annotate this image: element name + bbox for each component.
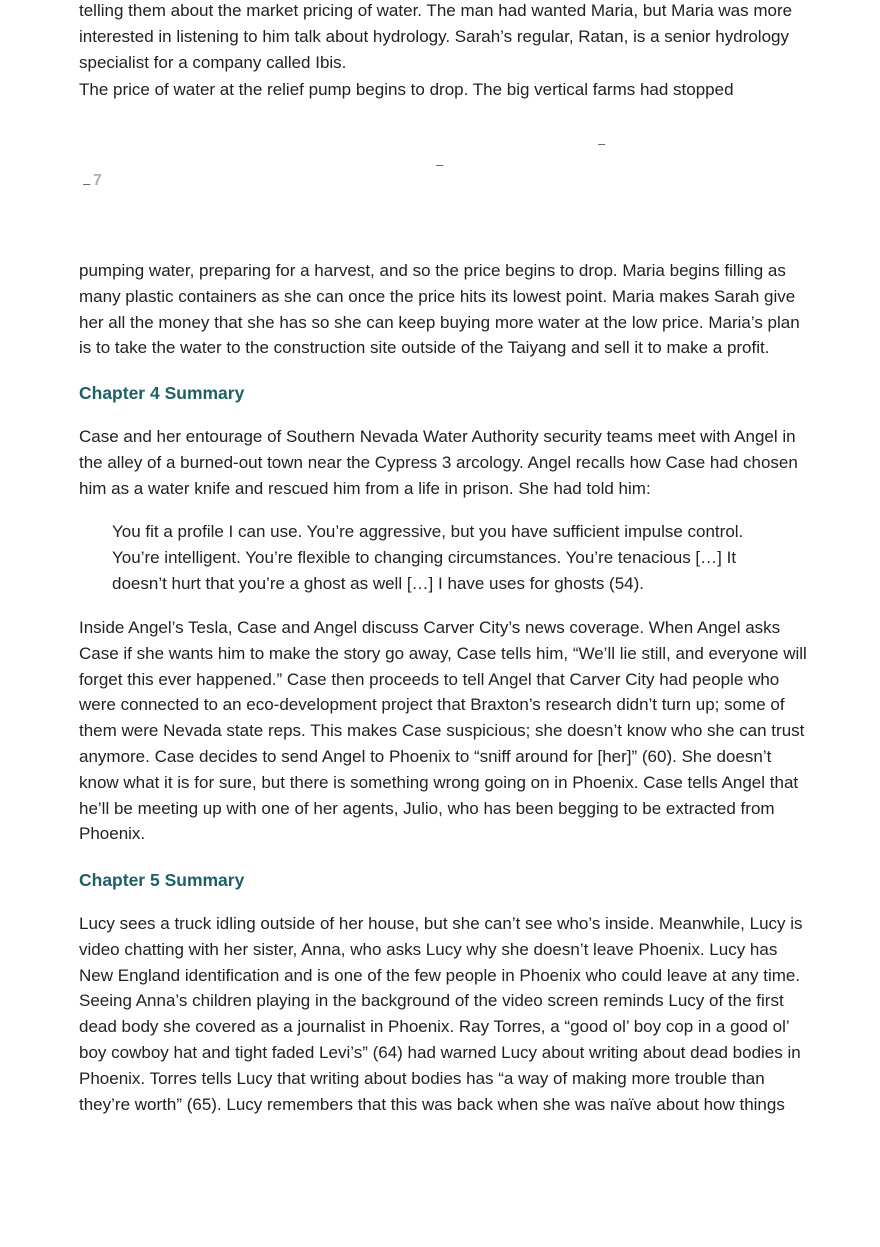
page-number: 7: [93, 172, 102, 189]
paragraph-harvest: pumping water, preparing for a harvest, and so the price begins to drop. Maria begins filling as many plastic containers as she can once the price hits its lowest point. Maria makes Sarah give her all the money that she has so she can keep buying more water at the low price. Maria’s plan is to take the water to the construction site outside of the Taiyang and sell it to make a profit.: [79, 261, 800, 358]
paragraph-chapter-5-intro: Lucy sees a truck idling outside of her house, but she can’t see who’s inside. Meanwhile, Lucy is video chatting with her sister, Anna, who asks Lucy why she doesn’t leave Phoenix. Lucy has New England identification and is one of the few people in Phoenix who could leave at any time. Seeing Anna’s children playing in the background of the video screen reminds Lucy of the first dead body she covered as a journalist in Phoenix. Ray Torres, a “good ol’ boy cop in a good ol’ boy cowboy hat and tight faded Levi’s” (64) had warned Lucy about writing about dead bodies in Phoenix. Torres tells Lucy that writing about bodies has “a way of making more trouble than they’re worth” (65). Lucy remembers that this was back when she was naïve about how things: [79, 914, 803, 1114]
blockquote-case: You fit a profile I can use. You’re aggressive, but you have sufficient impulse control. You’re intelligent. You’re flexible to changing circumstances. You’re tenacious […] It doesn’t hurt that you’re a ghost as well […] I have uses for ghosts (54).: [112, 522, 744, 593]
paragraph-chapter-4-tesla: Inside Angel’s Tesla, Case and Angel discuss Carver City’s news coverage. When Angel asks Case if she wants him to make the story go away, Case tells him, “We’ll lie still, and everyone will forget this ever happened.” Case then proceeds to tell Angel that Carver City had people who were connected to an eco-development project that Braxton’s research didn’t turn up; some of them were Nevada state reps. This makes Case suspicious; she doesn’t know who she can trust anymore. Case decides to send Angel to Phoenix to “sniff around for [her]” (60). She doesn’t know what it is for sure, but there is something wrong going on in Phoenix. Case tells Angel that he’ll be meeting up with one of her agents, Julio, who has been begging to be extracted from Phoenix.: [79, 618, 807, 844]
paragraph-chapter-4-intro: Case and her entourage of Southern Nevada Water Authority security teams meet with Angel in the alley of a burned-out town near the Cypress 3 arcology. Angel recalls how Case had chosen him as a water knife and rescued him from a life in prison. She had told him:: [79, 427, 798, 498]
stray-dash-mark: –: [83, 176, 91, 191]
stray-dash-mark: –: [598, 136, 606, 151]
paragraph-relief-pump: The price of water at the relief pump begins to drop. The big vertical farms had stopped: [79, 80, 734, 99]
stray-dash-mark: –: [436, 157, 444, 172]
chapter-5-heading: Chapter 5 Summary: [79, 870, 245, 890]
chapter-4-heading: Chapter 4 Summary: [79, 383, 245, 403]
paragraph-market-pricing: telling them about the market pricing of water. The man had wanted Maria, but Maria was more interested in listening to him talk about hydrology. Sarah’s regular, Ratan, is a senior hydrology specialist for a company called Ibis.: [79, 1, 793, 72]
